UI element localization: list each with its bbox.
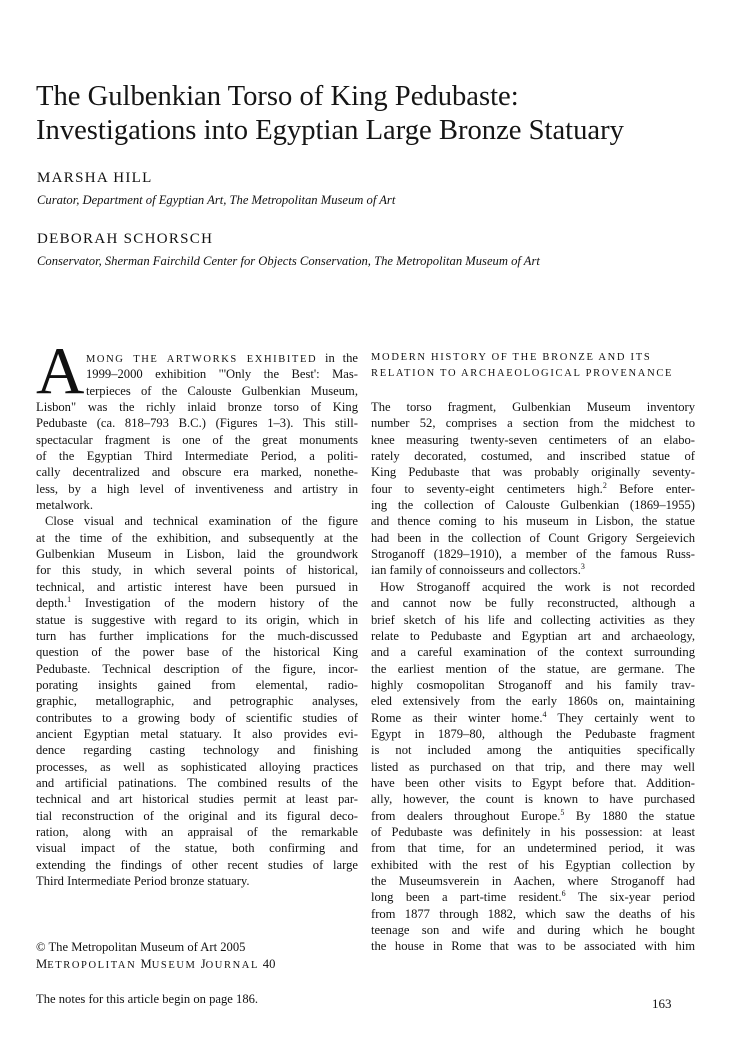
text-line: highly cosmopolitan Stroganoff and his family trav- (371, 677, 695, 692)
footnote-ref[interactable]: 6 (561, 889, 566, 899)
text-line: 1999–2000 exhibition "'Only the Best': Mas- (86, 367, 358, 382)
author-name-1: MARSHA HILL (37, 170, 153, 186)
text-line: brief sketch of his life and collecting activities as they (371, 612, 695, 627)
lead-in-smallcaps: MONG THE ARTWORKS EXHIBITED (86, 354, 318, 365)
text-line: of the Egyptian Third Intermediate Period, a politi- (36, 449, 358, 464)
text-line: ration, along with an appraisal of the remarkable (36, 824, 358, 839)
footnote-ref[interactable]: 3 (580, 562, 585, 572)
text-line: Pedubaste (ca. 818–793 B.C.) (Figures 1–3). This still- (36, 416, 358, 431)
text-line: ian family of connoisseurs and collectors.$^3$ (371, 562, 585, 578)
text-line: teenage son and wife and during which he bought (371, 923, 695, 938)
text-line: listed as purchased on that trip, and there may well (371, 759, 695, 774)
text-line: had been in the collection of Count Grigory Sergeievich (371, 530, 695, 545)
text-line: from 1877 through 1882, which saw the deaths of his (371, 906, 695, 921)
text-line: for this study, in which several points of historical, (36, 563, 358, 578)
drop-cap: A (36, 334, 85, 408)
text-line: the Museumsverein in Aachen, where Stroganoff had (371, 874, 695, 888)
text-line: have been other visits to Egypt before that. Addition- (371, 775, 695, 790)
text-line: Lisbon" was the richly inlaid bronze torso of King (36, 400, 358, 415)
text-line: turn has further implications for the much-discussed (36, 628, 358, 643)
text-line: dence regarding casting technology and finishing (36, 743, 358, 758)
text-line: processes, as well as sophisticated alloying practices (36, 759, 358, 774)
text-line: tial reconstruction of the original and its figural deco- (36, 808, 358, 823)
text-line: and artificial patinations. The combined results of the (36, 775, 358, 790)
text-line: ancient Egyptian metal statuary. It also provides evi- (36, 726, 358, 741)
copyright-notice: © The Metropolitan Museum of Art 2005 (36, 940, 246, 954)
text-line: Rome as their winter home.$^4$ They certainly went to (371, 709, 695, 725)
author-name-2: DEBORAH SCHORSCH (37, 231, 214, 247)
notes-reference: The notes for this article begin on page 186. (36, 992, 259, 1006)
text-line: number 52, comprises a section from the midchest to (371, 416, 695, 431)
spacer (371, 383, 695, 399)
text-line: King Pedubaste that was probably originally seventy- (371, 465, 695, 480)
text-line: of Pedubaste was definitely in his possession: at least (371, 824, 695, 839)
right-column (371, 350, 695, 955)
text-line: technical, and artistic interest have been pursued in (36, 579, 358, 594)
text-line: and a careful examination of the context surrounding (371, 645, 695, 660)
text-line: MONG THE ARTWORKS EXHIBITED in the (86, 351, 358, 365)
text-line: Gulbenkian Museum in Lisbon, laid the groundwork (36, 547, 358, 562)
text-line: spectacular fragment is one of the great monuments (36, 432, 358, 447)
text-line: question of the power base of the historical King (36, 645, 358, 660)
section-heading-line-1: MODERN HISTORY OF THE BRONZE AND ITS (371, 352, 652, 363)
text-line: relate to Pedubaste and Egyptian art and archaeology, (371, 628, 695, 643)
text-line: from dealers throughout Europe.$^5$ By 1880 the statue (371, 807, 695, 823)
journal-name: METROPOLITAN MUSEUM JOURNAL 40 (36, 957, 276, 971)
footnote-ref[interactable]: 1 (67, 595, 72, 605)
text-line: cally decentralized and obscure era marked, nonethe- (36, 465, 358, 480)
text-line: and cannot now be fully reconstructed, although a (371, 596, 695, 611)
text-line: Pedubaste. Technical description of the figure, incor- (36, 661, 358, 676)
text-line: statue is suggestive with regard to its origin, which in (36, 612, 358, 627)
text-line: terpieces of the Calouste Gulbenkian Museum, (86, 383, 358, 398)
article-title (36, 80, 716, 148)
text-line: rately decorated, costumed, and inscribed statue of (371, 449, 695, 464)
text-line: long been a part-time resident.$^6$ The six-year period (371, 889, 695, 905)
text-line: How Stroganoff acquired the work is not recorded (380, 579, 695, 594)
text-line: extending the findings of other recent studies of large (36, 857, 358, 872)
footnote-ref[interactable]: 4 (542, 709, 547, 719)
text-line: graphic, metallographic, and petrographic analyses, (36, 694, 358, 709)
text-line: technical and art historical studies permit at least par- (36, 792, 358, 807)
text-line: ally, however, the count is known to have purchased (371, 792, 695, 807)
text-line: at the time of the exhibition, and subsequently at the (36, 530, 358, 545)
footnote-ref[interactable]: 5 (560, 807, 565, 817)
title-line-1: The Gulbenkian Torso of King Pedubaste: (36, 81, 519, 112)
footnote-ref[interactable]: 2 (602, 480, 607, 490)
text-line: exhibited with the rest of his Egyptian collection by (371, 857, 695, 872)
journal-volume: 40 (262, 957, 276, 971)
text-line: knee measuring twenty-seven centimeters of an elabo- (371, 432, 695, 447)
text-line: Stroganoff (1829–1910), a member of the famous Russ- (371, 547, 695, 562)
author-affiliation-1: Curator, Department of Egyptian Art, The Metropolitan Museum of Art (37, 193, 396, 207)
text-line: eled extensively from the early 1860s on, maintaining (371, 694, 695, 709)
section-heading-line-2: RELATION TO ARCHAEOLOGICAL PROVENANCE (371, 368, 674, 380)
text-line: the earliest mention of the statue, are germane. The (371, 661, 695, 676)
text-line: contributes to a growing body of scientific studies of (36, 710, 358, 725)
text-line: The torso fragment, Gulbenkian Museum inventory (371, 400, 695, 415)
title-line-2: Investigations into Egyptian Large Bronze Statuary (36, 115, 624, 146)
text-line: is not included among the antiquities specifically (371, 743, 695, 758)
text-line: depth.$^1$ Investigation of the modern history of the (36, 595, 358, 611)
text-line: ing the collection of Calouste Gulbenkian (1869–1955) (371, 498, 695, 513)
text-line: Egypt in 1879–80, although the Pedubaste fragment (371, 726, 695, 741)
left-column (36, 350, 358, 889)
text-line: four to seventy-eight centimeters high.$^2$ Before enter- (371, 480, 695, 496)
text-line: the house in Rome that was to be associated with him (371, 939, 695, 954)
text-line: and thence coming to his museum in Lisbon, the statue (371, 514, 695, 529)
text-line: metalwork. (36, 498, 94, 513)
page-number: 163 (652, 996, 672, 1011)
text-line: less, by a high level of inventiveness and artistry in (36, 481, 358, 496)
text-line: from that time, for an undetermined period, it was (371, 841, 695, 856)
text-line: visual impact of the statue, both confirming and (36, 841, 358, 856)
author-affiliation-2: Conservator, Sherman Fairchild Center for Objects Conservation, The Metropolitan Museum of Art (37, 254, 540, 268)
text-line: Close visual and technical examination of the figure (45, 514, 358, 529)
text-line: Third Intermediate Period bronze statuary. (36, 874, 250, 888)
text-line: porating insights gained from elemental, radio- (36, 677, 358, 692)
